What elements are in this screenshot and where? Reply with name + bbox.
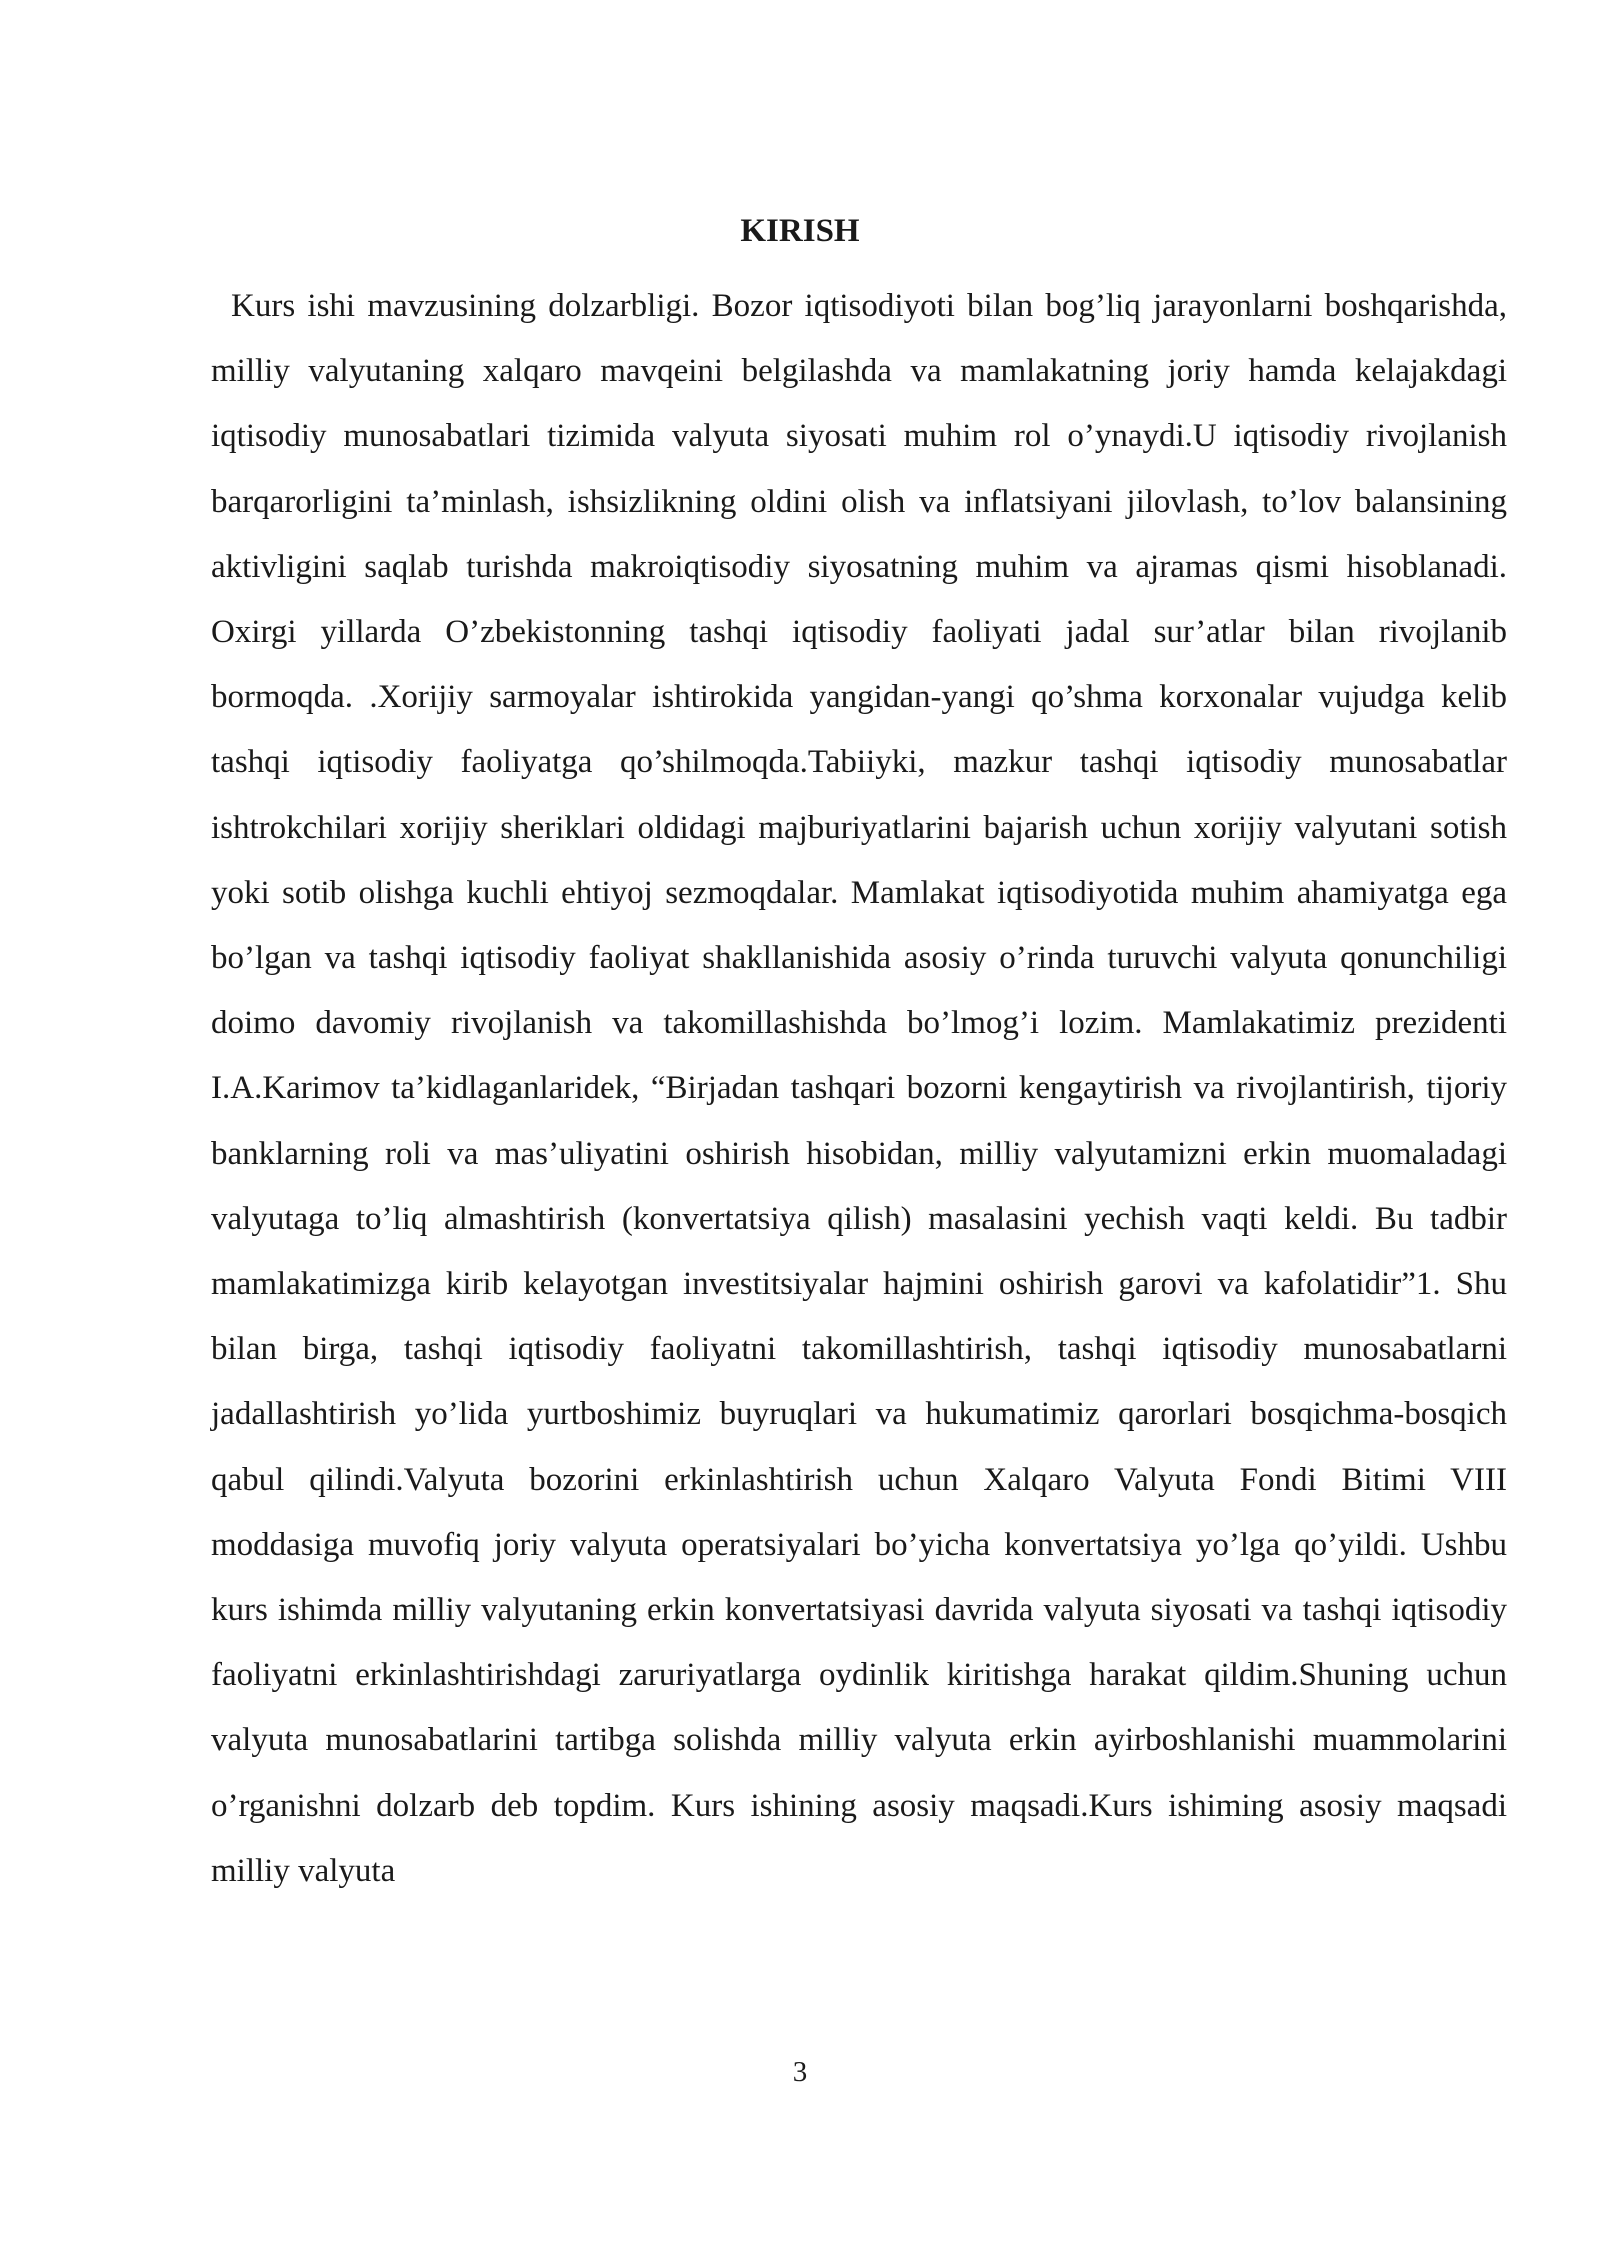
page-heading: KIRISH	[740, 213, 860, 249]
page-number: 3	[792, 2056, 808, 2088]
body-paragraph: Kurs ishi mavzusining dolzarbligi. Bozor iqtisodiyoti bilan bog’liq jarayonlarni boshqarishda, milliy valyutaning xalqaro mavqeini belgilashda va mamlakatning joriy hamda kelajakdagi iqtisodiy munosabatlari tizimida valyuta siyosati muhim rol o’ynaydi.U iqtisodiy rivojlanish barqarorligini ta’minlash, ishsizlikning oldini olish va inflatsiyani jilovlash, to’lov balansining aktivligini saqlab turishda makroiqtisodiy siyosatning muhim va ajramas qismi hisoblanadi. Oxirgi yillarda O’zbekistonning tashqi iqtisodiy faoliyati jadal sur’atlar bilan rivojlanib bormoqda. .Xorijiy sarmoyalar ishtirokida yangidan-yangi qo’shma korxonalar vujudga kelib tashqi iqtisodiy faoliyatga qo’shilmoqda.Tabiiyki, mazkur tashqi iqtisodiy munosabatlar ishtrokchilari xorijiy sheriklari oldidagi majburiyatlarini bajarish uchun xorijiy valyutani sotish yoki sotib olishga kuchli ehtiyoj sezmoqdalar. Mamlakat iqtisodiyotida muhim ahamiyatga ega bo’lgan va tashqi iqtisodiy faoliyat shakllanishida asosiy o’rinda turuvchi valyuta qonunchiligi doimo davomiy rivojlanish va takomillashishda bo’lmog’i lozim. Mamlakatimiz prezidenti I.A.Karimov ta’kidlaganlaridek, “Birjadan tashqari bozorni kengaytirish va rivojlantirish, tijoriy banklarning roli va mas’uliyatini oshirish hisobidan, milliy valyutamizni erkin muomaladagi valyutaga to’liq almashtirish (konvertatsiya qilish) masalasini yechish vaqti keldi. Bu tadbir mamlakatimizga kirib kelayotgan investitsiyalar hajmini oshirish garovi va kafolatidir”1. Shu bilan birga, tashqi iqtisodiy faoliyatni takomillashtirish, tashqi iqtisodiy munosabatlarni jadallashtirish yo’lida yurtboshimiz buyruqlari va hukumatimiz qarorlari bosqichma-bosqich qabul qilindi.Valyuta bozorini erkinlashtirish uchun Xalqaro Valyuta Fondi Bitimi VIII moddasiga muvofiq joriy valyuta operatsiyalari bo’yicha konvertatsiya yo’lga qo’yildi. Ushbu kurs ishimda milliy valyutaning erkin konvertatsiyasi davrida valyuta siyosati va tashqi iqtisodiy faoliyatni erkinlashtirishdagi zaruriyatlarga oydinlik kiritishga harakat qildim.Shuning uchun valyuta munosabatlarini tartibga solishda milliy valyuta erkin ayirboshlanishi muammolarini o’rganishni dolzarb deb topdim. Kurs ishining asosiy maqsadi.Kurs ishiming asosiy maqsadi milliy valyuta	[211, 288, 1507, 1889]
